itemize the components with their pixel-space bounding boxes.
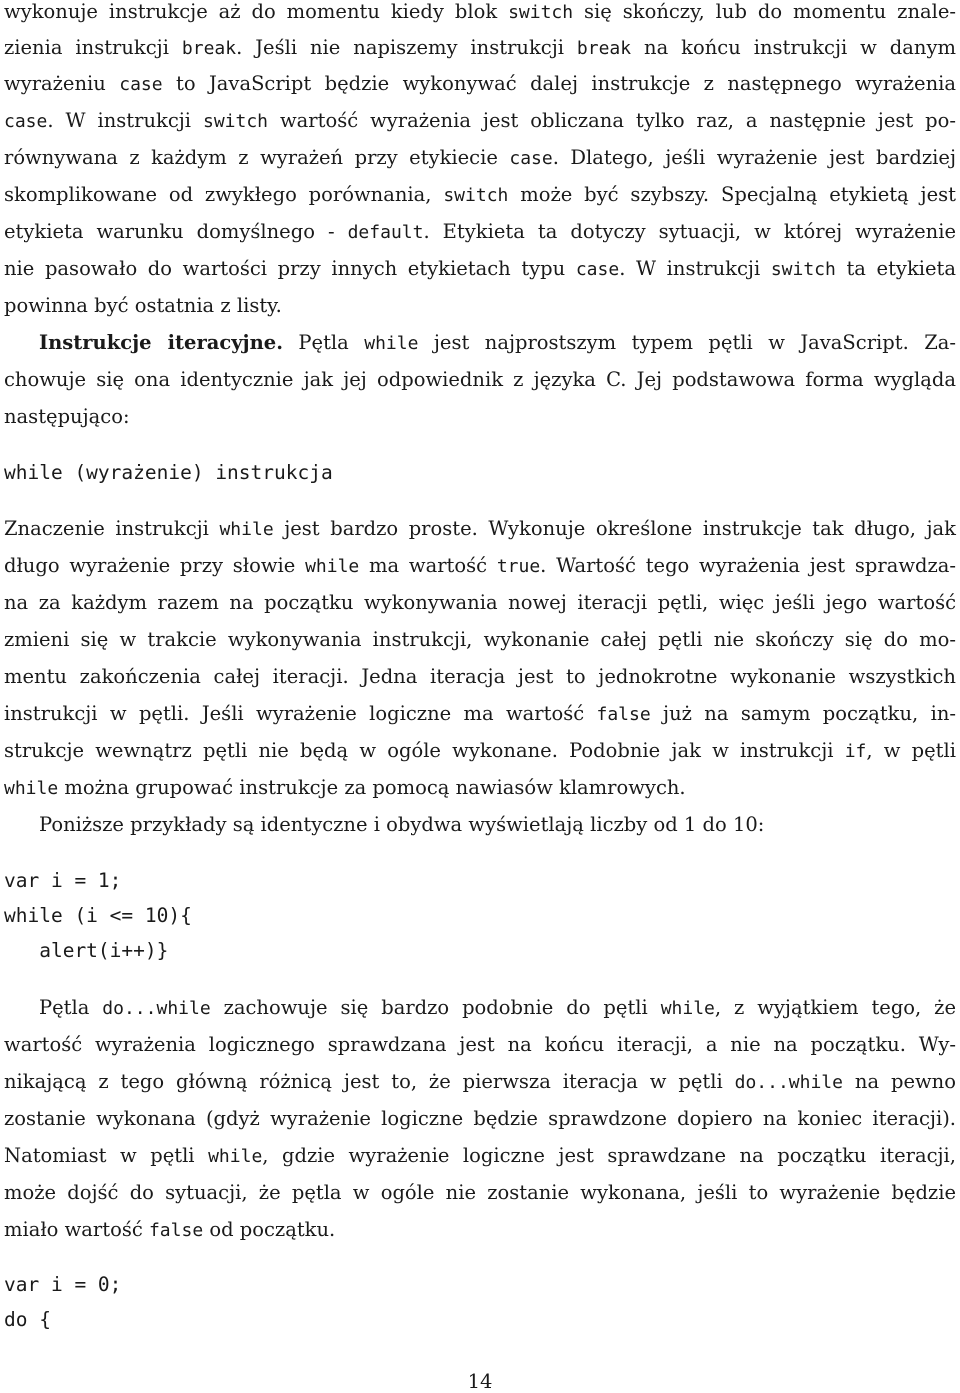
text-line: może dojść do sytuacji, że pętla w ogóle nie zostanie wykonana, jeśli to wyrażenie będzie xyxy=(4,1181,956,1204)
text-line: powinna być ostatnia z listy. xyxy=(4,294,282,317)
text-line: na za każdym razem na początku wykonywania nowej iteracji pętli, więc jeśli jego wartość xyxy=(4,591,956,614)
text-line: następująco: xyxy=(4,405,130,428)
text-line: strukcje wewnątrz pętli nie będą w ogóle wykonane. Podobnie jak w instrukcji if, w pętli xyxy=(4,739,956,762)
text-line: chowuje się ona identycznie jak jej odpowiednik z języka C. Jej podstawowa forma wygląda xyxy=(4,368,956,391)
text-line: wartość wyrażenia logicznego sprawdzana jest na końcu iteracji, a nie na początku. Wy- xyxy=(4,1033,956,1056)
code-line: var i = 0; xyxy=(4,1273,122,1296)
code-line: var i = 1; xyxy=(4,869,122,892)
text-line: while można grupować instrukcje za pomocą nawiasów klamrowych. xyxy=(4,776,686,799)
text-line: mentu zakończenia całej iteracji. Jedna iteracja jest to jednokrotne wykonanie wszystkich xyxy=(4,665,956,688)
text-line: wykonuje instrukcje aż do momentu kiedy blok switch się skończy, lub do momentu znale- xyxy=(4,0,956,23)
code-block: while (wyrażenie) instrukcja xyxy=(4,461,333,484)
text-line: instrukcji w pętli. Jeśli wyrażenie logiczne ma wartość false już na samym początku, in- xyxy=(4,702,956,725)
page-number: 14 xyxy=(467,1370,493,1393)
text-line: Znaczenie instrukcji while jest bardzo proste. Wykonuje określone instrukcje tak długo, jak xyxy=(4,517,956,540)
text-line: skomplikowane od zwykłego porównania, switch może być szybszy. Specjalną etykietą jest xyxy=(4,183,956,206)
text-line: zmieni się w trakcie wykonywania instrukcji, wykonanie całej pętli nie skończy się do mo- xyxy=(4,628,956,651)
text-line: miało wartość false od początku. xyxy=(4,1218,336,1241)
text-line: wyrażeniu case to JavaScript będzie wykonywać dalej instrukcje z następnego wyrażenia xyxy=(4,72,956,95)
text-line: Instrukcje iteracyjne. Pętla while jest najprostszym typem pętli w JavaScript. Za- xyxy=(39,331,956,354)
text-line: zostanie wykonana (gdyż wyrażenie logiczne będzie sprawdzone dopiero na koniec iteracji). xyxy=(4,1107,956,1130)
text-line: nikającą z tego główną różnicą jest to, że pierwsza iteracja w pętli do...while na pewno xyxy=(4,1070,956,1093)
section-heading: Instrukcje iteracyjne. xyxy=(39,331,283,354)
code-line: while (i <= 10){ xyxy=(4,904,192,927)
code-line: alert(i++)} xyxy=(4,939,169,962)
code-line: do { xyxy=(4,1308,51,1331)
text-line: długo wyrażenie przy słowie while ma wartość true. Wartość tego wyrażenia jest sprawdza- xyxy=(4,554,956,577)
text-line: Natomiast w pętli while, gdzie wyrażenie logiczne jest sprawdzane na początku iteracji, xyxy=(4,1144,956,1167)
text-line: równywana z każdym z wyrażeń przy etykiecie case. Dlatego, jeśli wyrażenie jest bardziej xyxy=(4,146,956,169)
text-line: zienia instrukcji break. Jeśli nie napiszemy instrukcji break na końcu instrukcji w danym xyxy=(4,36,956,59)
text-line: nie pasowało do wartości przy innych etykietach typu case. W instrukcji switch ta etykieta xyxy=(4,257,956,280)
text-line: Poniższe przykłady są identyczne i obydwa wyświetlają liczby od 1 do 10: xyxy=(39,813,765,836)
text-line: etykieta warunku domyślnego - default. Etykieta ta dotyczy sytuacji, w której wyrażenie xyxy=(4,220,956,243)
text-line: case. W instrukcji switch wartość wyrażenia jest obliczana tylko raz, a następnie jest po- xyxy=(4,109,956,132)
text-line: Pętla do...while zachowuje się bardzo podobnie do pętli while, z wyjątkiem tego, że xyxy=(39,996,956,1019)
